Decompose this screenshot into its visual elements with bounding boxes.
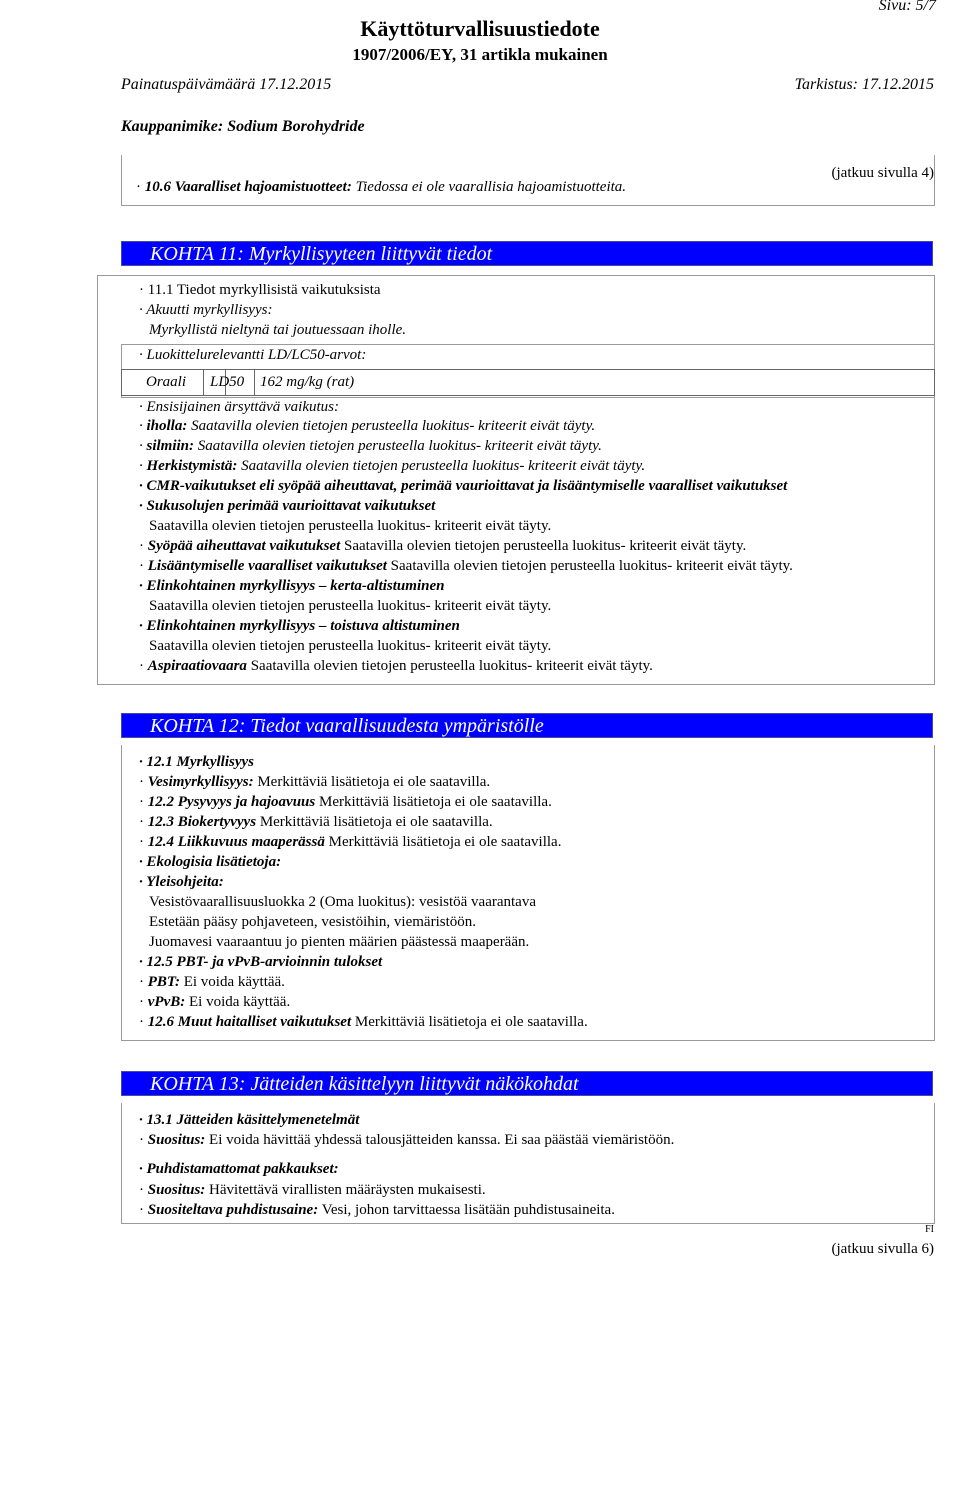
cmr: · CMR-vaikutukset eli syöpää aiheuttavat, perimää vaurioittavat ja lisääntymiselle vaaralliset vaikutukset [139,478,788,494]
carc-label: Syöpää aiheuttavat vaikutukset [147,538,341,554]
rec-label: Suositus: [147,1132,206,1148]
s12-l1-text: 12.1 Myrkyllisyys [146,754,254,770]
skin-text: Saatavilla olevien tietojen perusteella luokitus- kriteerit eivät täyty. [187,418,596,434]
packaging: · Puhdistamattomat pakkaukset: [139,1161,339,1177]
carc: · Syöpää aiheuttavat vaikutukset Saatavilla olevien tietojen perusteella luokitus- kriteerit eivät täyty. [139,538,747,554]
clean-text: Vesi, johon tarvittaessa lisätään puhdistusaineita. [318,1202,615,1218]
pbt-head-text: 12.5 PBT- ja vPvB-arvioinnin tulokset [146,954,383,970]
section-13-heading: KOHTA 13: Jätteiden käsittelyyn liittyvät näkökohdat [121,1071,933,1096]
s13-l1: · 13.1 Jätteiden käsittelymenetelmät [139,1112,360,1128]
bioaccumulation: · 12.3 Biokertyvyys Merkittäviä lisätietoja ei ole saatavilla. [139,814,493,830]
carc-text: Saatavilla olevien tietojen perusteella luokitus- kriteerit eivät täyty. [340,538,747,554]
aquatic: · Vesimyrkyllisyys: Merkittäviä lisätietoja ei ole saatavilla. [139,774,491,790]
mob-label: 12.4 Liikkuvuus maaperässä [147,834,325,850]
bio-text: Merkittäviä lisätietoja ei ole saatavilla. [256,814,493,830]
aspiration: · Aspiraatiovaara Saatavilla olevien tietojen perusteella luokitus- kriteerit eivät täyty. [139,658,653,674]
rec2-label: Suositus: [147,1182,206,1198]
pers-label: 12.2 Pysyvyys ja hajoavuus [147,794,316,810]
cleaning-agent: · Suositeltava puhdistusaine: Vesi, johon tarvittaessa lisätään puhdistusaineita. [139,1202,615,1218]
s13-l1-text: 13.1 Jätteiden käsittelymenetelmät [146,1112,360,1128]
other-text: Merkittäviä lisätietoja ei ole saatavilla. [351,1014,588,1030]
section-11-heading: KOHTA 11: Myrkyllisyyteen liittyvät tiedot [121,241,933,266]
s11-l1: · 11.1 Tiedot myrkyllisistä vaikutuksista [139,282,381,298]
pbt-text: Ei voida käyttää. [179,974,285,990]
persistence: · 12.2 Pysyvyys ja hajoavuus Merkittäviä lisätietoja ei ole saatavilla. [139,794,552,810]
recommendation: · Suositus: Ei voida hävittää yhdessä talousjätteiden kanssa. Ei saa päästää viemäristöön. [139,1132,675,1148]
cmr-text: CMR-vaikutukset eli syöpää aiheuttavat, perimää vaurioittavat ja lisääntymiselle vaaralliset vaikutukset [146,478,788,494]
s11-l1-text: 11.1 Tiedot myrkyllisistä vaikutuksista [147,282,381,298]
s11-l2: · Akuutti myrkyllisyys: [139,302,273,318]
stot-re-text: Elinkohtainen myrkyllisyys – toistuva altistuminen [146,618,460,634]
mob-text: Merkittäviä lisätietoja ei ole saatavilla. [324,834,562,850]
skin-label: iholla: [146,418,188,434]
other-label: 12.6 Muut haitalliset vaikutukset [147,1014,352,1030]
stot-se: · Elinkohtainen myrkyllisyys – kerta-altistuminen [139,578,445,594]
ld50-table [121,369,935,396]
irritant-text: Ensisijainen ärsyttävä vaikutus: [146,399,339,415]
pbt-label: PBT: [147,974,180,990]
s10-label: 10.6 Vaaralliset hajoamistuotteet: [144,179,352,195]
s11-l2-text: Akuutti myrkyllisyys: [146,302,273,318]
ld-label-text: Luokittelurelevantti LD/LC50-arvot: [146,347,367,363]
vpvb-label: vPvB: [147,994,186,1010]
sens: · Herkistymistä: Saatavilla olevien tietojen perusteella luokitus- kriteerit eivät täyty. [139,458,646,474]
general-notes: · Yleisohjeita: [139,874,224,890]
recommendation-2: · Suositus: Hävitettävä virallisten määräysten mukaisesti. [139,1182,486,1198]
eye-text: Saatavilla olevien tietojen perusteella luokitus- kriteerit eivät täyty. [194,438,602,454]
pbt: · PBT: Ei voida käyttää. [139,974,285,990]
section-12-heading: KOHTA 12: Tiedot vaarallisuudesta ympäristölle [121,713,933,738]
asp-text: Saatavilla olevien tietojen perusteella luokitus- kriteerit eivät täyty. [246,658,653,674]
bio-label: 12.3 Biokertyvyys [147,814,257,830]
germ-text: Sukusolujen perimää vaurioittavat vaikutukset [146,498,436,514]
rec2-text: Hävitettävä virallisten määräysten mukaisesti. [205,1182,486,1198]
sens-text: Saatavilla olevien tietojen perusteella luokitus- kriteerit eivät täyty. [237,458,646,474]
continued-to: (jatkuu sivulla 6) [831,1241,934,1257]
print-date: Painatuspäivämäärä 17.12.2015 [121,76,332,93]
stot-re: · Elinkohtainen myrkyllisyys – toistuva altistuminen [139,618,460,634]
skin: · iholla: Saatavilla olevien tietojen perusteella luokitus- kriteerit eivät täyty. [139,418,596,434]
document-title: Käyttöturvallisuustiedote [360,16,600,41]
repro-text: Saatavilla olevien tietojen perusteella luokitus- kriteerit eivät täyty. [386,558,793,574]
eye-label: silmiin: [146,438,195,454]
pbt-heading: · 12.5 PBT- ja vPvB-arvioinnin tulokset [139,954,383,970]
ld50-value: 162 mg/kg (rat) [260,374,355,390]
irritant: · Ensisijainen ärsyttävä vaikutus: [139,399,339,415]
rec-text: Ei voida hävittää yhdessä talousjätteiden kanssa. Ei saa päästää viemäristöön. [205,1132,675,1148]
stot-se-text: Elinkohtainen myrkyllisyys – kerta-altistuminen [146,578,445,594]
other-effects: · 12.6 Muut haitalliset vaikutukset Merkittäviä lisätietoja ei ole saatavilla. [139,1014,588,1030]
ld-label: · Luokittelurelevantti LD/LC50-arvot: [139,347,367,363]
repro: · Lisääntymiselle vaaralliset vaikutukset Saatavilla olevien tietojen perusteella luokitus- kriteerit eivät täyty. [139,558,793,574]
eco-info: · Ekologisia lisätietoja: [139,854,282,870]
stot-re-detail: Saatavilla olevien tietojen perusteella luokitus- kriteerit eivät täyty. [149,638,552,654]
mobility: · 12.4 Liikkuvuus maaperässä Merkittäviä lisätietoja ei ole saatavilla. [139,834,562,850]
vpvb: · vPvB: Ei voida käyttää. [139,994,291,1010]
eco-text: Ekologisia lisätietoja: [146,854,282,870]
language-code: FI [925,1224,934,1235]
pers-text: Merkittäviä lisätietoja ei ole saatavilla. [315,794,552,810]
germ-detail: Saatavilla olevien tietojen perusteella luokitus- kriteerit eivät täyty. [149,518,552,534]
sens-label: Herkistymistä: [146,458,238,474]
revision-date: Tarkistus: 17.12.2015 [794,76,934,93]
asp-label: Aspiraatiovaara [147,658,247,674]
s10-text: Tiedossa ei ole vaarallisia hajoamistuotteita. [351,179,627,195]
pack-text: Puhdistamattomat pakkaukset: [146,1161,339,1177]
vpvb-text: Ei voida käyttää. [185,994,291,1010]
gen-text: Yleisohjeita: [146,874,224,890]
ld50-type: LD50 [203,370,255,395]
repro-label: Lisääntymiselle vaaralliset vaikutukset [147,558,387,574]
germ: · Sukusolujen perimää vaurioittavat vaikutukset [139,498,436,514]
s11-l3: Myrkyllistä nieltynä tai joutuessaan iholle. [149,322,407,338]
s12-l1: · 12.1 Myrkyllisyys [139,754,254,770]
aq-label: Vesimyrkyllisyys: [147,774,254,790]
page-number: Sivu: 5/7 [878,0,936,14]
general-3: Juomavesi vaaraantuu jo pienten määrien päästessä maaperään. [149,934,530,950]
general-2: Estetään pääsy pohjaveteen, vesistöihin, viemäristöön. [149,914,476,930]
clean-label: Suositeltava puhdistusaine: [147,1202,319,1218]
ld50-route: Oraali [140,370,226,395]
aq-text: Merkittäviä lisätietoja ei ole saatavilla. [253,774,491,790]
general-1: Vesistövaarallisuusluokka 2 (Oma luokitus): vesistöä vaarantava [149,894,536,910]
s10-line: · 10.6 Vaaralliset hajoamistuotteet: Tiedossa ei ole vaarallisia hajoamistuotteita. [136,179,627,195]
trade-name: Kauppanimike: Sodium Borohydride [121,118,365,135]
continued-from: (jatkuu sivulla 4) [831,165,934,181]
stot-se-detail: Saatavilla olevien tietojen perusteella luokitus- kriteerit eivät täyty. [149,598,552,614]
eye: · silmiin: Saatavilla olevien tietojen perusteella luokitus- kriteerit eivät täyty. [139,438,602,454]
document-subtitle: 1907/2006/EY, 31 artikla mukainen [352,45,608,64]
